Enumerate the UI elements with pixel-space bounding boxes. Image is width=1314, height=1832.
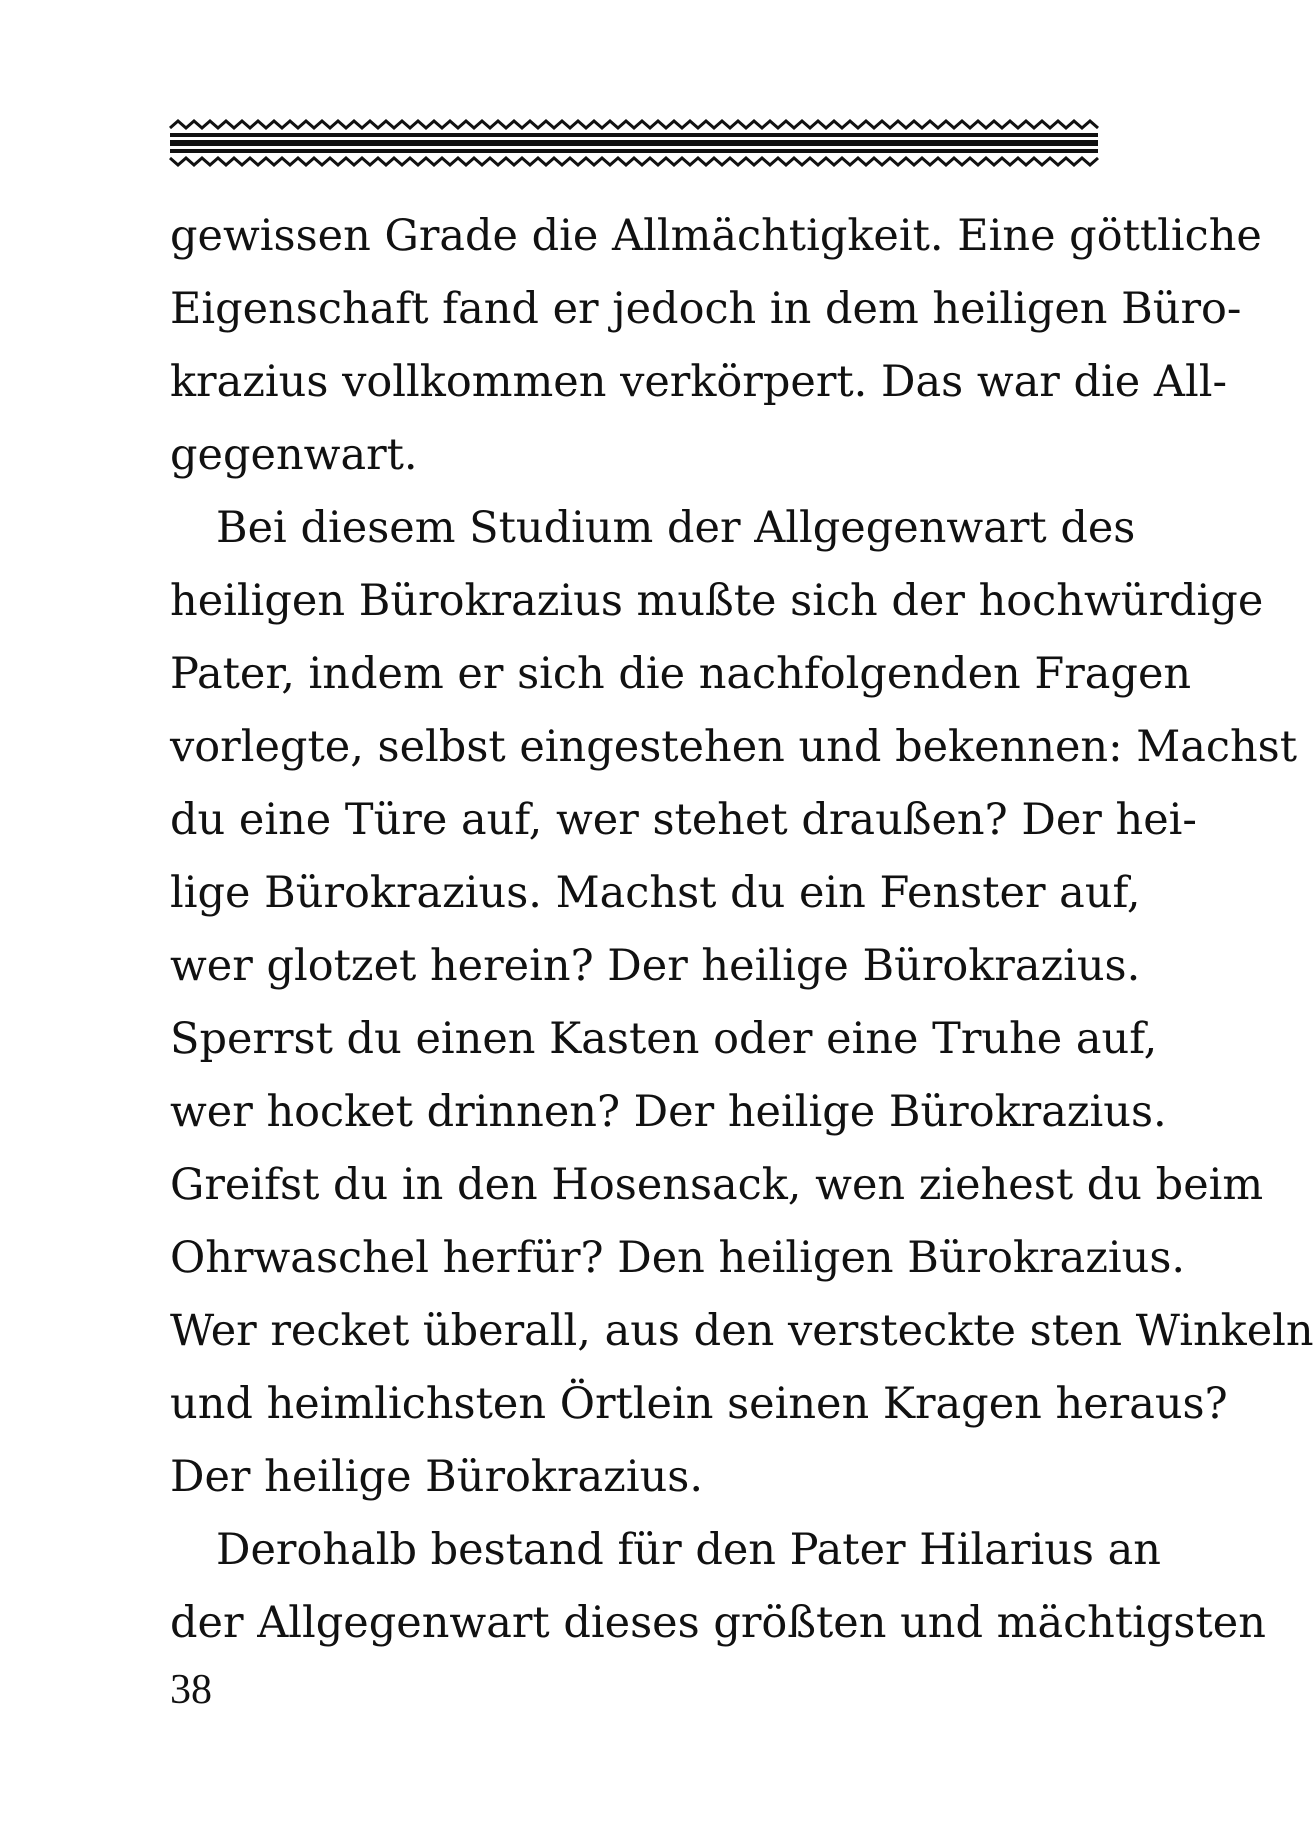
body-text: [170, 200, 1314, 1660]
text-line: wer hocket drinnen? Der heilige Bürokrazius.: [170, 1087, 1167, 1137]
page-number: 38: [170, 1667, 212, 1713]
ornament-zigzag-bottom: [170, 158, 1098, 165]
text-line: Bei diesem Studium der Allgegenwart des: [216, 503, 1136, 553]
text-line: wer glotzet herein? Der heilige Bürokrazius.: [170, 941, 1141, 991]
text-line: heiligen Bürokrazius mußte sich der hochwürdige: [170, 576, 1264, 626]
ornament-zigzag-top: [170, 121, 1098, 128]
text-line: du eine Türe auf, wer stehet draußen? Der hei-: [170, 795, 1197, 845]
ornament-bar-1: [170, 133, 1098, 137]
text-line: und heimlichsten Örtlein seinen Kragen heraus?: [170, 1379, 1228, 1429]
decorative-header-ornament: [170, 118, 1098, 168]
text-line: Derohalb bestand für den Pater Hilarius an: [216, 1525, 1161, 1575]
text-line: Pater, indem er sich die nachfolgenden Fragen: [170, 649, 1192, 699]
text-line: Wer recket überall, aus den versteckte sten Winkeln: [170, 1306, 1314, 1356]
text-line: vorlegte, selbst eingestehen und bekennen: Machst: [170, 722, 1298, 772]
text-line: der Allgegenwart dieses größten und mächtigsten: [170, 1598, 1266, 1648]
text-line: Der heilige Bürokrazius.: [170, 1452, 704, 1502]
text-line: Greifst du in den Hosensack, wen ziehest du beim: [170, 1160, 1264, 1210]
text-line: krazius vollkommen verkörpert. Das war die All-: [170, 357, 1228, 407]
text-line: Ohrwaschel herfür? Den heiligen Bürokrazius.: [170, 1233, 1186, 1283]
text-line: Eigenschaft fand er jedoch in dem heiligen Büro-: [170, 284, 1242, 334]
text-line: Sperrst du einen Kasten oder eine Truhe auf,: [170, 1014, 1158, 1064]
text-line: lige Bürokrazius. Machst du ein Fenster auf,: [170, 868, 1141, 918]
text-line: gegenwart.: [170, 430, 418, 480]
text-line: gewissen Grade die Allmächtigkeit. Eine göttliche: [170, 211, 1262, 261]
ornament-bar-2: [170, 140, 1098, 146]
ornament-bar-3: [170, 149, 1098, 153]
